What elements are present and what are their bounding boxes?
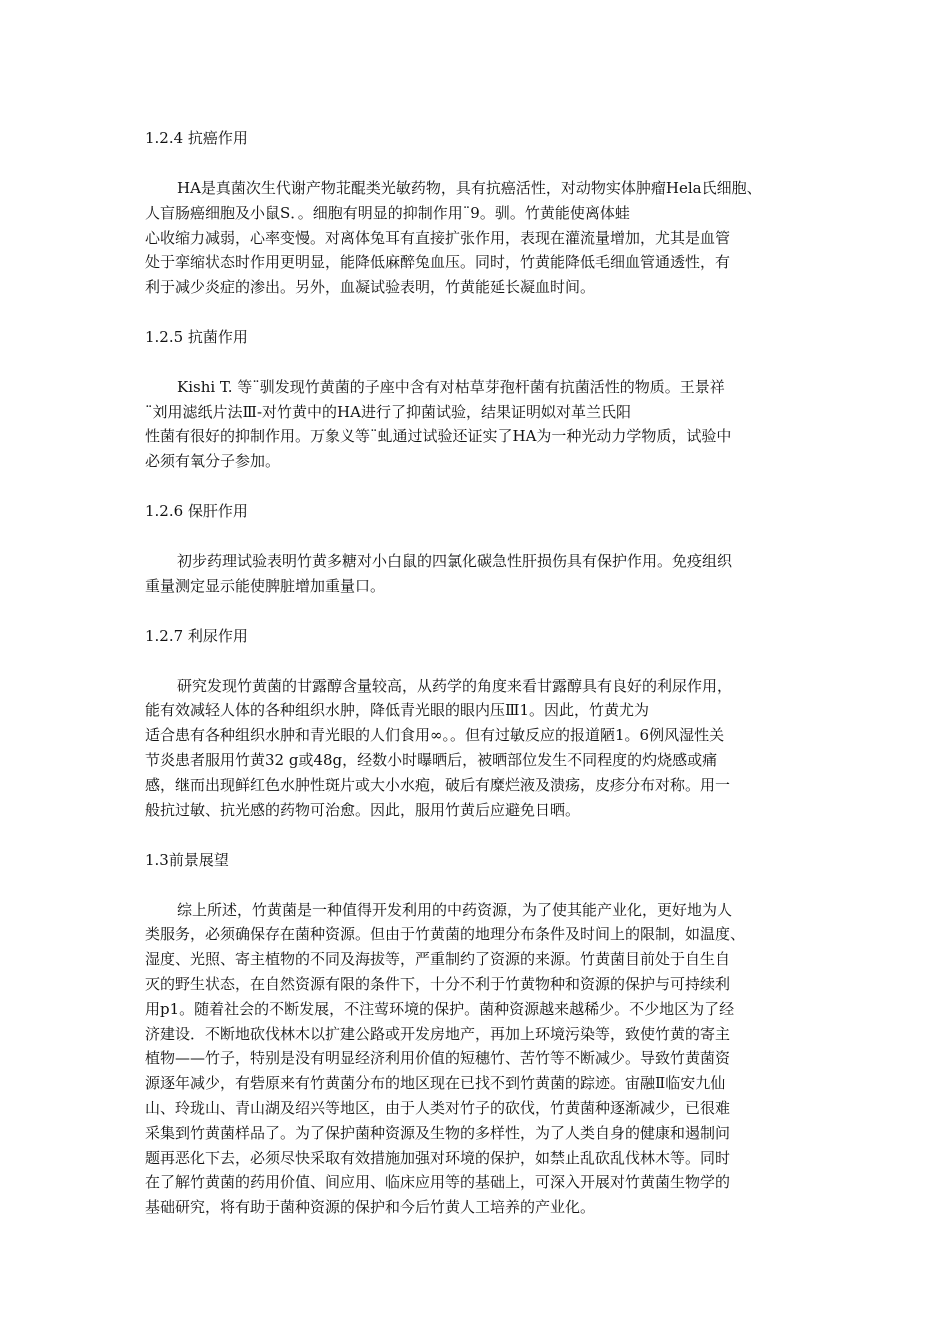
paragraph-line: 采集到竹黄菌样品了。为了保护菌种资源及生物的多样性，为了人类自身的健康和遏制问 bbox=[145, 1124, 731, 1142]
paragraph-line: 植物——竹子，特别是没有明显经济利用价值的短穗竹、苦竹等不断减少。导致竹黄菌资 bbox=[145, 1049, 731, 1067]
paragraph-line: 济建设．不断地砍伐林木以扩建公路或开发房地产，再加上环境污染等，致使竹黄的寄主 bbox=[145, 1025, 731, 1043]
paragraph-line: 利于减少炎症的渗出。另外，血凝试验表明，竹黄能延长凝血时间。 bbox=[145, 278, 596, 296]
paragraph-line: 在了解竹黄菌的药用价值、间应用、临床应用等的基础上，可深入开展对竹黄菌生物学的 bbox=[145, 1173, 731, 1191]
paragraph-line: 用p1。随着社会的不断发展，不注莺环境的保护。菌种资源越来越稀少。不少地区为了经 bbox=[145, 1000, 735, 1018]
paragraph-line: 灭的野生状态，在自然资源有限的条件下，十分不利于竹黄物种和资源的保护与可持续利 bbox=[145, 975, 731, 993]
paragraph-line: 山、玲珑山、青山湖及绍兴等地区，由于人类对竹子的砍伐，竹黄菌种逐渐减少，已很难 bbox=[145, 1099, 731, 1117]
paragraph-line: 感，继而出现鲜红色水肿性斑片或大小水疱，破后有糜烂液及溃疡，皮疹分布对称。用一 bbox=[145, 776, 731, 794]
paragraph-line: 湿度、光照、寄主植物的不同及海拔等，严重制约了资源的来源。竹黄菌目前处于自生自 bbox=[145, 950, 731, 968]
paragraph-line: 心收缩力减弱，心率变慢。对离体兔耳有直接扩张作用，表现在灌流量增加，尤其是血管 bbox=[145, 229, 731, 247]
paragraph-line: 人盲肠癌细胞及小鼠S．。细胞有明显的抑制作用¨9。驯。竹黄能使离体蛙 bbox=[145, 204, 630, 222]
paragraph-line: 适合患有各种组织水肿和青光眼的人们食用∞。。但有过敏反应的报道陋1。6例风湿性关 bbox=[145, 726, 725, 744]
section-heading: 1.2.6 保肝作用 bbox=[145, 502, 248, 520]
paragraph-line: 重量测定显示能使脾脏增加重量口。 bbox=[145, 577, 386, 595]
section-heading: 1.3前景展望 bbox=[145, 851, 229, 869]
section-heading: 1.2.4 抗癌作用 bbox=[145, 129, 248, 147]
paragraph-line: 处于挛缩状态时作用更明显，能降低麻醉兔血压。同时，竹黄能降低毛细血管通透性，有 bbox=[145, 253, 731, 271]
paragraph-line: 必须有氧分子参加。 bbox=[145, 452, 281, 470]
paragraph-line: 基础研究，将有助于菌种资源的保护和今后竹黄人工培养的产业化。 bbox=[145, 1198, 596, 1216]
paragraph-line: 初步药理试验表明竹黄多糖对小白鼠的四氯化碳急性肝损伤具有保护作用。免疫组织 bbox=[177, 552, 733, 570]
paragraph-line: 类服务，必须确保存在菌种资源。但由于竹黄菌的地理分布条件及时间上的限制，如温度、 bbox=[145, 925, 746, 943]
section-heading: 1.2.5 抗菌作用 bbox=[145, 328, 248, 346]
paragraph-line: ¨刘用滤纸片法Ⅲ-对竹黄中的HA进行了抑菌试验，结果证明姒对革兰氏阳 bbox=[145, 403, 631, 421]
paragraph-line: 能有效减轻人体的各种组织水肿，降低青光眼的眼内压Ⅲ1。因此，竹黄尤为 bbox=[145, 701, 650, 719]
paragraph-line: 节炎患者服用竹黄32 g或48g，经数小时曝晒后，被晒部位发生不同程度的灼烧感或痛 bbox=[145, 751, 718, 769]
paragraph-line: 源逐年减少，有砦原来有竹黄菌分布的地区现在已找不到竹黄菌的踪迹。宙融Ⅱ临安九仙 bbox=[145, 1074, 726, 1092]
section-heading: 1.2.7 利尿作用 bbox=[145, 627, 248, 645]
paragraph-line: HA是真菌次生代谢产物苝醌类光敏药物，具有抗癌活性，对动物实体肿瘤Hela氏细胞、 bbox=[177, 179, 762, 197]
paragraph-line: 性菌有很好的抑制作用。万象义等¨虬通过试验还证实了HA为一种光动力学物质，试验中 bbox=[145, 427, 732, 445]
paragraph-line: 研究发现竹黄菌的甘露醇含量较高，从药学的角度来看甘露醇具有良好的利尿作用， bbox=[177, 677, 733, 695]
paragraph-line: 般抗过敏、抗光感的药物可治愈。因此，服用竹黄后应避免日晒。 bbox=[145, 801, 581, 819]
paragraph-line: 题再恶化下去，必须尽快采取有效措施加强对环境的保护，如禁止乱砍乱伐林木等。同时 bbox=[145, 1149, 731, 1167]
paragraph-line: Kishi T. 等¨驯发现竹黄菌的子座中含有对枯草芽孢杆菌有抗菌活性的物质。王景祥 bbox=[177, 378, 725, 396]
paragraph-line: 综上所述，竹黄菌是一种值得开发利用的中药资源，为了使其能产业化，更好地为人 bbox=[177, 901, 733, 919]
